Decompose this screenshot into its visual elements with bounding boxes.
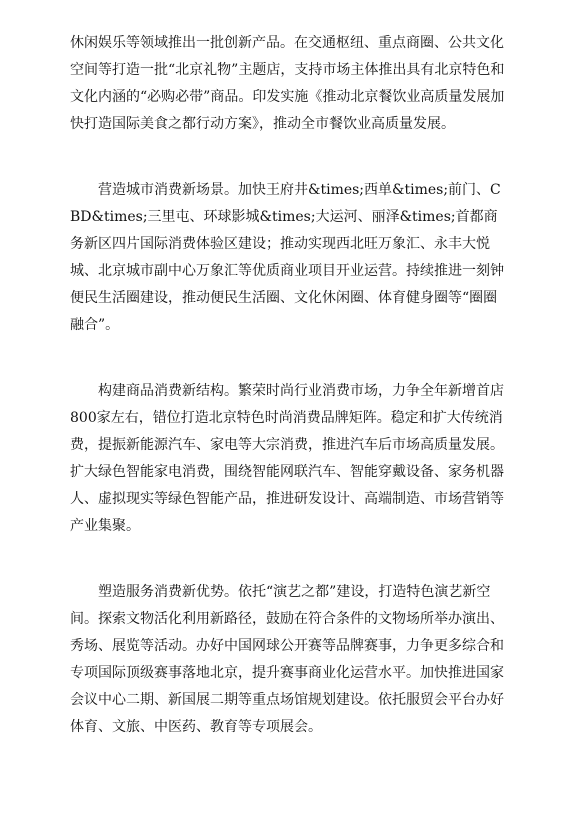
- paragraph-1: 休闲娱乐等领域推出一批创新产品。在交通枢纽、重点商圈、公共文化空间等打造一批“北京礼物”主题店，支持市场主体推出具有北京特色和文化内涵的“必购必带”商品。印发实施《推动北京餐饮业高质量发展加快打造国际美食之都行动方案》，推动全市餐饮业高质量发展。: [70, 35, 505, 132]
- paragraph-2: 营造城市消费新场景。加快王府井&times;西单&times;前门、CBD&times;三里屯、环球影城&times;大运河、丽泽&times;首都商务新区四片国际消费体验区建设；推动实现西北旺万象汇、永丰大悦城、北京城市副中心万象汇等优质商业项目开业运营。持续推进一刻钟便民生活圈建设，推动便民生活圈、文化休闲圈、体育健身圈等“圈圈融合”。: [70, 182, 504, 333]
- paragraph-4: 塑造服务消费新优势。依托“演艺之都”建设，打造特色演艺新空间。探索文物活化利用新路径，鼓励在符合条件的文物场所举办演出、秀场、展览等活动。办好中国网球公开赛等品牌赛事，力争更多综合和专项国际顶级赛事落地北京，提升赛事商业化运营水平。加快推进国家会议中心二期、新国展二期等重点场馆规划建设。依托服贸会平台办好体育、文旅、中医药、教育等专项展会。: [70, 584, 504, 735]
- paragraph-3: 构建商品消费新结构。繁荣时尚行业消费市场，力争全年新增首店800家左右，错位打造北京特色时尚消费品牌矩阵。稳定和扩大传统消费，提振新能源汽车、家电等大宗消费，推进汽车后市场高质量发展。扩大绿色智能家电消费，围绕智能网联汽车、智能穿戴设备、家务机器人、虚拟现实等绿色智能产品，推进研发设计、高端制造、市场营销等产业集聚。: [70, 383, 504, 534]
